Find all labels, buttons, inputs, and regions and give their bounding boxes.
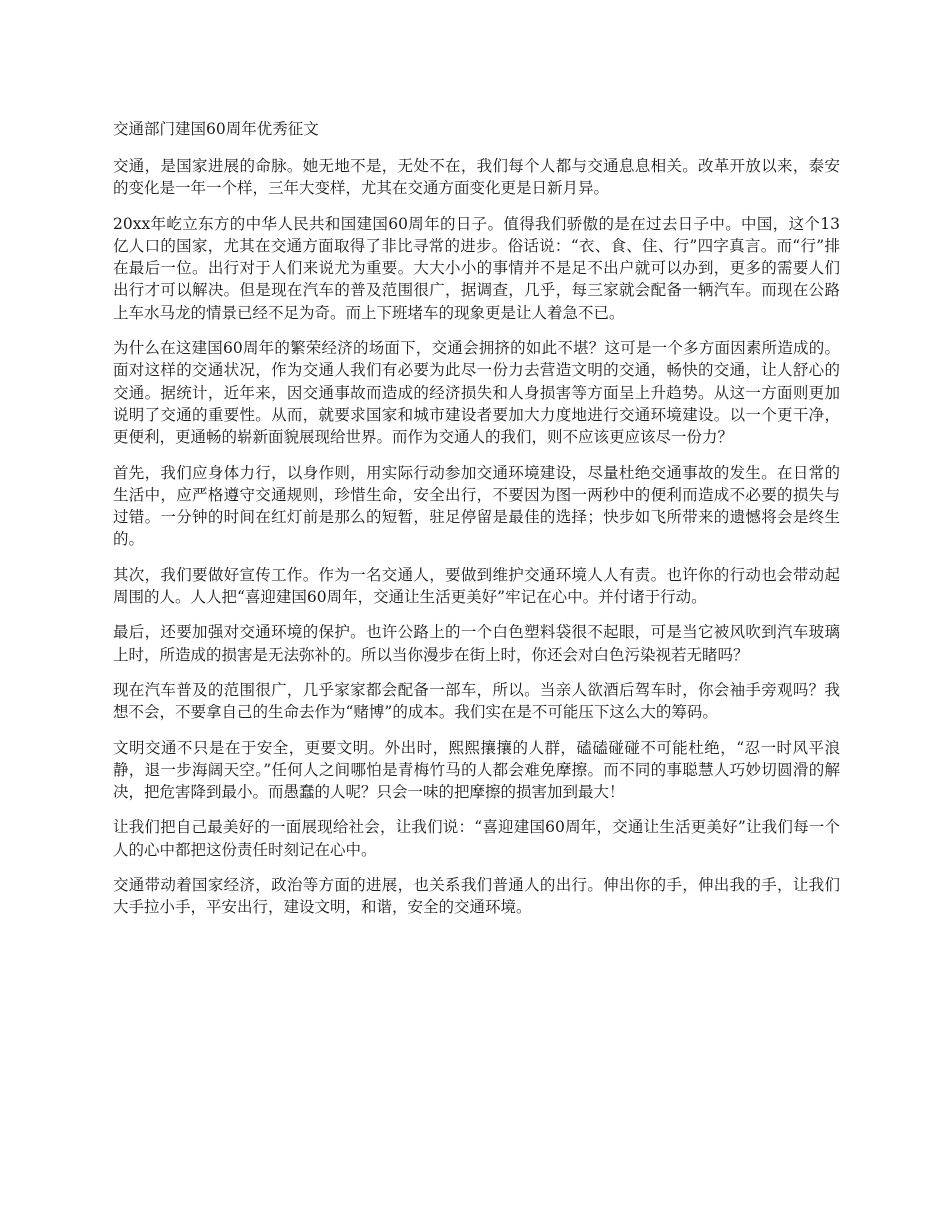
paragraph-6: 最后，还要加强对交通环境的保护。也许公路上的一个白色塑料袋很不起眼，可是当它被风吹到汽车玻璃上时，所造成的损害是无法弥补的。所以当你漫步在街上时，你还会对白色污染视若无睹吗？ <box>113 623 840 664</box>
paragraph-2: 20xx年屹立东方的中华人民共和国建国60周年的日子。值得我们骄傲的是在过去日子中。中国，这个13亿人口的国家，尤其在交通方面取得了非比寻常的进步。俗话说：“衣、食、住、行”四字真言。而“行”排在最后一位。出行对于人们来说尤为重要。大大小小的事情并不是足不出户就可以办到，更多的需要人们出行才可以解决。但是现在汽车的普及范围很广，据调查，几乎，每三家就会配备一辆汽车。而现在公路上车水马龙的情景已经不足为奇。而上下班堵车的现象更是让人着急不已。 <box>113 214 840 322</box>
paragraph-10: 交通带动着国家经济，政治等方面的进展，也关系我们普通人的出行。伸出你的手，伸出我的手，让我们大手拉小手，平安出行，建设文明，和谐，安全的交通环境。 <box>113 876 840 917</box>
paragraph-1: 交通，是国家进展的命脉。她无地不是，无处不在，我们每个人都与交通息息相关。改革开放以来，泰安的变化是一年一个样，三年大变样，尤其在交通方面变化更是日新月异。 <box>113 157 840 198</box>
paragraph-7: 现在汽车普及的范围很广，几乎家家都会配备一部车，所以。当亲人欲酒后驾车时，你会袖手旁观吗？我想不会，不要拿自己的生命去作为“赌博”的成本。我们实在是不可能压下这么大的筹码。 <box>113 680 840 722</box>
paragraph-5: 其次，我们要做好宣传工作。作为一名交通人，要做到维护交通环境人人有责。也许你的行动也会带动起周围的人。人人把“喜迎建国60周年，交通让生活更美好”牢记在心中。并付诸于行动。 <box>113 565 840 607</box>
paragraph-3: 为什么在这建国60周年的繁荣经济的场面下，交通会拥挤的如此不堪？这可是一个多方面因素所造成的。面对这样的交通状况，作为交通人我们有必要为此尽一份力去营造文明的交通，畅快的交通，让人舒心的交通。据统计，近年来，因交通事故而造成的经济损失和人身损害等方面呈上升趋势。从这一方面则更加说明了交通的重要性。从而，就要求国家和城市建设者要加大力度地进行交通环境建设。以一个更干净，更便利，更通畅的崭新面貌展现给世界。而作为交通人的我们，则不应该更应该尽一份力？ <box>113 339 840 447</box>
paragraph-9: 让我们把自己最美好的一面展现给社会，让我们说：“喜迎建国60周年，交通让生活更美好”让我们每一个人的心中都把这份责任时刻记在心中。 <box>113 818 840 859</box>
document-page <box>113 118 840 932</box>
paragraph-8: 文明交通不只是在于安全，更要文明。外出时，熙熙攘攘的人群，磕磕碰碰不可能杜绝，“忍一时风平浪静，退一步海阔天空。”任何人之间哪怕是青梅竹马的人都会难免摩擦。而不同的事聪慧人巧妙切圆滑的解决，把危害降到最小。而愚蠢的人呢？只会一味的把摩擦的损害加到最大！ <box>113 738 840 802</box>
paragraph-4: 首先，我们应身体力行，以身作则，用实际行动参加交通环境建设，尽量杜绝交通事故的发生。在日常的生活中，应严格遵守交通规则，珍惜生命，安全出行，不要因为图一两秒中的便利而造成不必要的损失与过错。一分钟的时间在红灯前是那么的短暂，驻足停留是最佳的选择；快步如飞所带来的遗憾将会是终生的。 <box>113 463 840 549</box>
document-title: 交通部门建国60周年优秀征文 <box>113 120 319 138</box>
